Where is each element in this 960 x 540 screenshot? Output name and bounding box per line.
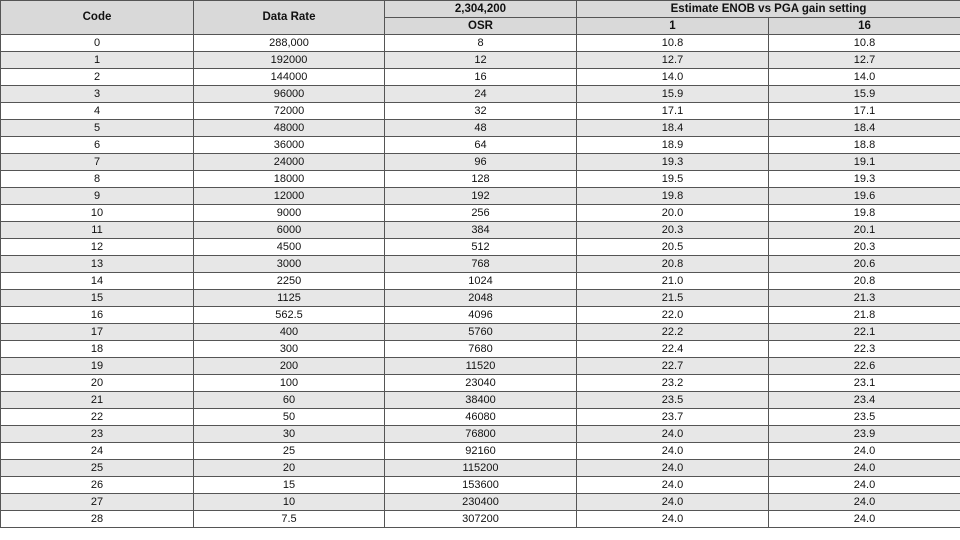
cell-enob-gain-1: 24.0 bbox=[577, 494, 769, 511]
cell-data-rate: 72000 bbox=[194, 103, 385, 120]
cell-enob-gain-1: 10.8 bbox=[577, 35, 769, 52]
cell-data-rate: 9000 bbox=[194, 205, 385, 222]
cell-enob-gain-16: 24.0 bbox=[769, 460, 960, 477]
cell-code: 28 bbox=[1, 511, 194, 528]
cell-enob-gain-1: 23.5 bbox=[577, 392, 769, 409]
cell-enob-gain-1: 24.0 bbox=[577, 426, 769, 443]
cell-code: 9 bbox=[1, 188, 194, 205]
cell-code: 14 bbox=[1, 273, 194, 290]
cell-osr: 64 bbox=[385, 137, 577, 154]
cell-enob-gain-16: 12.7 bbox=[769, 52, 960, 69]
table-row bbox=[1, 239, 960, 256]
cell-enob-gain-16: 23.9 bbox=[769, 426, 960, 443]
cell-enob-gain-1: 24.0 bbox=[577, 443, 769, 460]
cell-enob-gain-16: 19.3 bbox=[769, 171, 960, 188]
cell-code: 1 bbox=[1, 52, 194, 69]
cell-enob-gain-1: 24.0 bbox=[577, 477, 769, 494]
cell-osr: 7680 bbox=[385, 341, 577, 358]
cell-code: 3 bbox=[1, 86, 194, 103]
cell-enob-gain-16: 22.1 bbox=[769, 324, 960, 341]
table-row bbox=[1, 205, 960, 222]
cell-data-rate: 100 bbox=[194, 375, 385, 392]
header-gain-16: 16 bbox=[769, 18, 960, 35]
cell-data-rate: 288,000 bbox=[194, 35, 385, 52]
cell-enob-gain-1: 12.7 bbox=[577, 52, 769, 69]
table-row bbox=[1, 273, 960, 290]
table-row bbox=[1, 341, 960, 358]
cell-data-rate: 50 bbox=[194, 409, 385, 426]
header-code: Code bbox=[1, 1, 194, 35]
cell-data-rate: 7.5 bbox=[194, 511, 385, 528]
cell-enob-gain-1: 19.8 bbox=[577, 188, 769, 205]
cell-osr: 153600 bbox=[385, 477, 577, 494]
table-row bbox=[1, 443, 960, 460]
cell-code: 8 bbox=[1, 171, 194, 188]
cell-data-rate: 60 bbox=[194, 392, 385, 409]
cell-code: 12 bbox=[1, 239, 194, 256]
cell-code: 19 bbox=[1, 358, 194, 375]
cell-enob-gain-1: 19.3 bbox=[577, 154, 769, 171]
cell-enob-gain-16: 15.9 bbox=[769, 86, 960, 103]
cell-osr: 128 bbox=[385, 171, 577, 188]
header-osr: OSR bbox=[385, 18, 577, 35]
cell-enob-gain-1: 18.4 bbox=[577, 120, 769, 137]
cell-osr: 384 bbox=[385, 222, 577, 239]
table-row bbox=[1, 409, 960, 426]
table-row bbox=[1, 375, 960, 392]
cell-code: 0 bbox=[1, 35, 194, 52]
cell-osr: 46080 bbox=[385, 409, 577, 426]
cell-code: 4 bbox=[1, 103, 194, 120]
cell-data-rate: 12000 bbox=[194, 188, 385, 205]
header-clock-value: 2,304,200 bbox=[385, 1, 577, 18]
table-row bbox=[1, 35, 960, 52]
cell-data-rate: 300 bbox=[194, 341, 385, 358]
table-row bbox=[1, 324, 960, 341]
cell-code: 6 bbox=[1, 137, 194, 154]
cell-data-rate: 1125 bbox=[194, 290, 385, 307]
table-row bbox=[1, 154, 960, 171]
table-row bbox=[1, 103, 960, 120]
table-body bbox=[1, 35, 960, 528]
cell-enob-gain-1: 22.0 bbox=[577, 307, 769, 324]
cell-enob-gain-1: 20.0 bbox=[577, 205, 769, 222]
cell-enob-gain-16: 22.3 bbox=[769, 341, 960, 358]
cell-code: 13 bbox=[1, 256, 194, 273]
cell-data-rate: 48000 bbox=[194, 120, 385, 137]
cell-osr: 5760 bbox=[385, 324, 577, 341]
table-row bbox=[1, 188, 960, 205]
cell-osr: 768 bbox=[385, 256, 577, 273]
header-data-rate: Data Rate bbox=[194, 1, 385, 35]
cell-enob-gain-1: 18.9 bbox=[577, 137, 769, 154]
cell-enob-gain-16: 19.8 bbox=[769, 205, 960, 222]
cell-enob-gain-1: 24.0 bbox=[577, 511, 769, 528]
header-gain-1: 1 bbox=[577, 18, 769, 35]
table-row bbox=[1, 69, 960, 86]
table-row bbox=[1, 86, 960, 103]
cell-code: 2 bbox=[1, 69, 194, 86]
cell-data-rate: 192000 bbox=[194, 52, 385, 69]
cell-osr: 11520 bbox=[385, 358, 577, 375]
cell-enob-gain-16: 10.8 bbox=[769, 35, 960, 52]
cell-data-rate: 562.5 bbox=[194, 307, 385, 324]
cell-enob-gain-16: 20.8 bbox=[769, 273, 960, 290]
table-row bbox=[1, 426, 960, 443]
cell-enob-gain-16: 21.3 bbox=[769, 290, 960, 307]
cell-enob-gain-1: 21.0 bbox=[577, 273, 769, 290]
cell-data-rate: 24000 bbox=[194, 154, 385, 171]
cell-data-rate: 96000 bbox=[194, 86, 385, 103]
cell-data-rate: 20 bbox=[194, 460, 385, 477]
cell-enob-gain-16: 18.4 bbox=[769, 120, 960, 137]
cell-data-rate: 4500 bbox=[194, 239, 385, 256]
table-row bbox=[1, 358, 960, 375]
cell-code: 23 bbox=[1, 426, 194, 443]
cell-enob-gain-1: 23.7 bbox=[577, 409, 769, 426]
header-row-1 bbox=[1, 1, 960, 18]
cell-enob-gain-16: 18.8 bbox=[769, 137, 960, 154]
header-enob-group: Estimate ENOB vs PGA gain setting bbox=[577, 1, 960, 18]
cell-enob-gain-16: 19.1 bbox=[769, 154, 960, 171]
cell-osr: 8 bbox=[385, 35, 577, 52]
cell-osr: 307200 bbox=[385, 511, 577, 528]
cell-code: 27 bbox=[1, 494, 194, 511]
cell-enob-gain-1: 22.4 bbox=[577, 341, 769, 358]
cell-data-rate: 30 bbox=[194, 426, 385, 443]
cell-enob-gain-1: 21.5 bbox=[577, 290, 769, 307]
cell-code: 10 bbox=[1, 205, 194, 222]
cell-data-rate: 36000 bbox=[194, 137, 385, 154]
cell-enob-gain-16: 23.4 bbox=[769, 392, 960, 409]
table-row bbox=[1, 137, 960, 154]
cell-osr: 256 bbox=[385, 205, 577, 222]
cell-code: 21 bbox=[1, 392, 194, 409]
cell-osr: 192 bbox=[385, 188, 577, 205]
cell-code: 16 bbox=[1, 307, 194, 324]
cell-osr: 115200 bbox=[385, 460, 577, 477]
table-header bbox=[1, 1, 960, 35]
cell-enob-gain-16: 24.0 bbox=[769, 477, 960, 494]
cell-enob-gain-16: 24.0 bbox=[769, 511, 960, 528]
cell-enob-gain-16: 20.3 bbox=[769, 239, 960, 256]
cell-code: 15 bbox=[1, 290, 194, 307]
cell-osr: 48 bbox=[385, 120, 577, 137]
cell-enob-gain-1: 22.2 bbox=[577, 324, 769, 341]
cell-osr: 23040 bbox=[385, 375, 577, 392]
cell-enob-gain-16: 19.6 bbox=[769, 188, 960, 205]
table-row bbox=[1, 222, 960, 239]
table-row bbox=[1, 511, 960, 528]
cell-enob-gain-1: 15.9 bbox=[577, 86, 769, 103]
cell-osr: 512 bbox=[385, 239, 577, 256]
cell-osr: 76800 bbox=[385, 426, 577, 443]
cell-data-rate: 400 bbox=[194, 324, 385, 341]
cell-enob-gain-16: 20.6 bbox=[769, 256, 960, 273]
cell-code: 5 bbox=[1, 120, 194, 137]
table-row bbox=[1, 494, 960, 511]
cell-code: 20 bbox=[1, 375, 194, 392]
cell-code: 25 bbox=[1, 460, 194, 477]
cell-osr: 24 bbox=[385, 86, 577, 103]
cell-osr: 92160 bbox=[385, 443, 577, 460]
cell-enob-gain-1: 20.8 bbox=[577, 256, 769, 273]
cell-enob-gain-1: 20.5 bbox=[577, 239, 769, 256]
table-row bbox=[1, 392, 960, 409]
cell-code: 18 bbox=[1, 341, 194, 358]
table-row bbox=[1, 307, 960, 324]
table-row bbox=[1, 256, 960, 273]
cell-enob-gain-16: 23.1 bbox=[769, 375, 960, 392]
cell-osr: 38400 bbox=[385, 392, 577, 409]
cell-osr: 96 bbox=[385, 154, 577, 171]
cell-osr: 4096 bbox=[385, 307, 577, 324]
cell-osr: 1024 bbox=[385, 273, 577, 290]
cell-data-rate: 25 bbox=[194, 443, 385, 460]
cell-osr: 2048 bbox=[385, 290, 577, 307]
cell-enob-gain-1: 20.3 bbox=[577, 222, 769, 239]
cell-enob-gain-16: 21.8 bbox=[769, 307, 960, 324]
cell-code: 11 bbox=[1, 222, 194, 239]
cell-enob-gain-16: 24.0 bbox=[769, 494, 960, 511]
cell-enob-gain-1: 23.2 bbox=[577, 375, 769, 392]
cell-enob-gain-16: 17.1 bbox=[769, 103, 960, 120]
table-row bbox=[1, 460, 960, 477]
cell-enob-gain-16: 20.1 bbox=[769, 222, 960, 239]
cell-enob-gain-1: 17.1 bbox=[577, 103, 769, 120]
table-row bbox=[1, 290, 960, 307]
cell-enob-gain-16: 23.5 bbox=[769, 409, 960, 426]
cell-enob-gain-1: 14.0 bbox=[577, 69, 769, 86]
cell-enob-gain-1: 24.0 bbox=[577, 460, 769, 477]
cell-code: 7 bbox=[1, 154, 194, 171]
cell-osr: 230400 bbox=[385, 494, 577, 511]
cell-enob-gain-1: 19.5 bbox=[577, 171, 769, 188]
cell-enob-gain-16: 24.0 bbox=[769, 443, 960, 460]
cell-data-rate: 15 bbox=[194, 477, 385, 494]
cell-data-rate: 200 bbox=[194, 358, 385, 375]
cell-data-rate: 18000 bbox=[194, 171, 385, 188]
cell-enob-gain-16: 22.6 bbox=[769, 358, 960, 375]
cell-osr: 16 bbox=[385, 69, 577, 86]
cell-code: 26 bbox=[1, 477, 194, 494]
cell-enob-gain-1: 22.7 bbox=[577, 358, 769, 375]
table-row bbox=[1, 120, 960, 137]
cell-data-rate: 144000 bbox=[194, 69, 385, 86]
cell-data-rate: 6000 bbox=[194, 222, 385, 239]
cell-code: 24 bbox=[1, 443, 194, 460]
table-row bbox=[1, 477, 960, 494]
cell-enob-gain-16: 14.0 bbox=[769, 69, 960, 86]
cell-code: 17 bbox=[1, 324, 194, 341]
cell-osr: 32 bbox=[385, 103, 577, 120]
cell-data-rate: 2250 bbox=[194, 273, 385, 290]
cell-code: 22 bbox=[1, 409, 194, 426]
cell-data-rate: 10 bbox=[194, 494, 385, 511]
cell-data-rate: 3000 bbox=[194, 256, 385, 273]
table-row bbox=[1, 171, 960, 188]
table-row bbox=[1, 52, 960, 69]
cell-osr: 12 bbox=[385, 52, 577, 69]
